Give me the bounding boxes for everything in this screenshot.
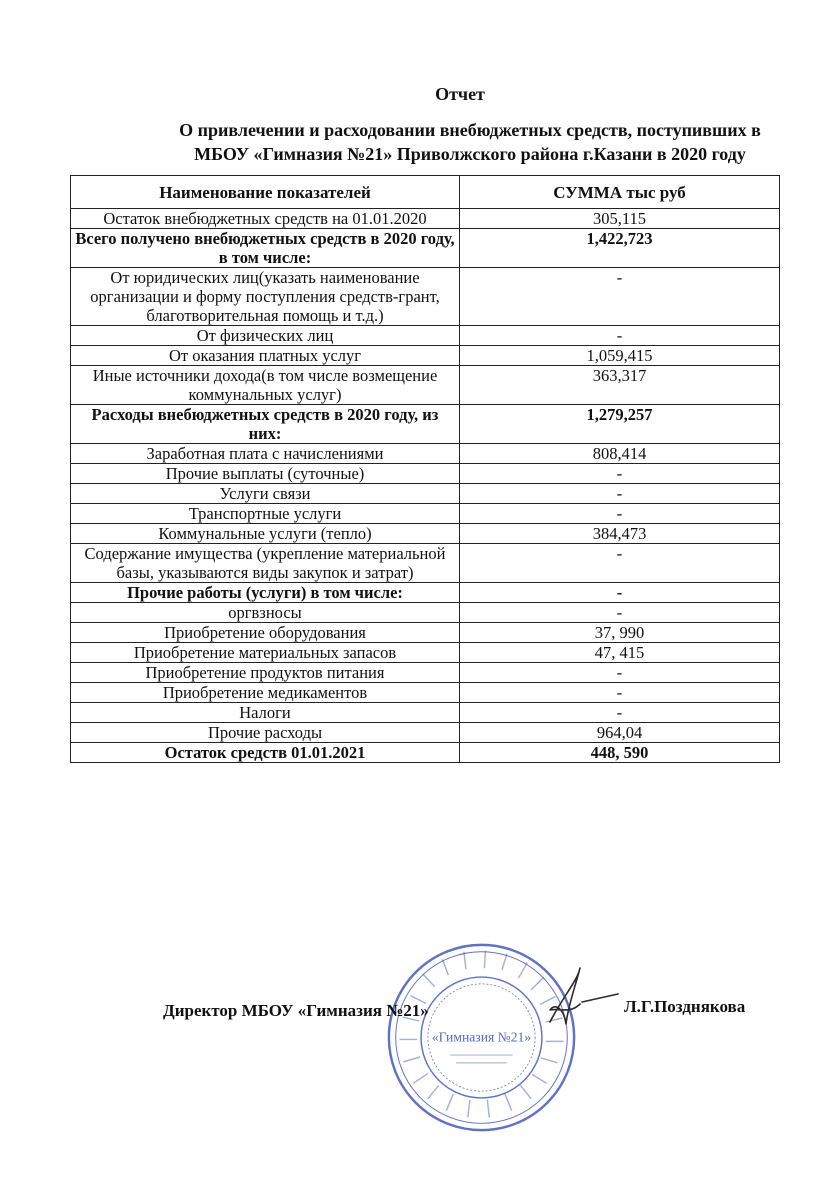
row-name: Коммунальные услуги (тепло): [71, 524, 460, 544]
director-title: Директор МБОУ «Гимназия №21»: [163, 1001, 429, 1020]
report-table: [70, 175, 780, 763]
row-name: От оказания платных услуг: [71, 346, 460, 366]
row-value: -: [460, 268, 780, 326]
table-row: [71, 583, 780, 603]
table-row: [71, 663, 780, 683]
row-name: Прочие расходы: [71, 723, 460, 743]
table-row: [71, 346, 780, 366]
table-row: [71, 229, 780, 268]
document-subtitle: [120, 118, 820, 166]
table-row: [71, 484, 780, 504]
seal-center-text: «Гимназия №21»: [431, 1029, 532, 1045]
row-name: Приобретение продуктов питания: [71, 663, 460, 683]
director-name: Л.Г.Позднякова: [624, 997, 746, 1016]
signature-line: [0, 997, 840, 1037]
row-value: 964,04: [460, 723, 780, 743]
row-value: -: [460, 326, 780, 346]
row-name: Иные источники дохода(в том числе возмещение коммунальных услуг): [71, 366, 460, 405]
row-value: -: [460, 663, 780, 683]
table-row: [71, 603, 780, 623]
row-value: -: [460, 603, 780, 623]
row-value: 448, 590: [460, 743, 780, 763]
table-row: [71, 723, 780, 743]
row-name: От юридических лиц(указать наименование организации и форму поступления средств-грант, благотворительная помощь и т.д.): [71, 268, 460, 326]
row-value: 1,422,723: [460, 229, 780, 268]
row-value: 47, 415: [460, 643, 780, 663]
row-value: -: [460, 703, 780, 723]
table-row: [71, 326, 780, 346]
row-value: -: [460, 683, 780, 703]
table-row: [71, 366, 780, 405]
table-row: [71, 504, 780, 524]
row-name: Приобретение оборудования: [71, 623, 460, 643]
table-row: [71, 743, 780, 763]
row-value: 305,115: [460, 209, 780, 229]
row-name: Приобретение медикаментов: [71, 683, 460, 703]
row-value: -: [460, 504, 780, 524]
row-name: Остаток внебюджетных средств на 01.01.2020: [71, 209, 460, 229]
row-value: -: [460, 583, 780, 603]
subtitle-line-2: МБОУ «Гимназия №21» Приволжского района г.Казани в 2020 году: [194, 144, 746, 164]
table-row: [71, 643, 780, 663]
row-value: -: [460, 544, 780, 583]
document-title: Отчет: [435, 84, 485, 104]
table-row: [71, 268, 780, 326]
row-name: Всего получено внебюджетных средств в 2020 году, в том числе:: [71, 229, 460, 268]
row-value: -: [460, 464, 780, 484]
table-row: [71, 444, 780, 464]
row-value: 37, 990: [460, 623, 780, 643]
table-row: [71, 405, 780, 444]
row-name: Расходы внебюджетных средств в 2020 году, из них:: [71, 405, 460, 444]
header-indicator-name: Наименование показателей: [71, 176, 460, 209]
row-value: 1,059,415: [460, 346, 780, 366]
table-row: [71, 703, 780, 723]
row-name: Услуги связи: [71, 484, 460, 504]
table-row: [71, 623, 780, 643]
row-name: Заработная плата с начислениями: [71, 444, 460, 464]
header-amount: СУММА тыс руб: [460, 176, 780, 209]
row-value: 1,279,257: [460, 405, 780, 444]
table-header-row: [71, 176, 780, 209]
table-row: [71, 683, 780, 703]
row-value: 384,473: [460, 524, 780, 544]
row-name: Прочие работы (услуги) в том числе:: [71, 583, 460, 603]
row-name: Содержание имущества (укрепление материальной базы, указываются виды закупок и затрат): [71, 544, 460, 583]
row-name: Налоги: [71, 703, 460, 723]
table-row: [71, 544, 780, 583]
table-row: [71, 464, 780, 484]
row-name: оргвзносы: [71, 603, 460, 623]
row-value: -: [460, 484, 780, 504]
table-row: [71, 524, 780, 544]
subtitle-line-1: О привлечении и расходовании внебюджетных средств, поступивших в: [179, 120, 761, 140]
table-row: [71, 209, 780, 229]
row-value: 808,414: [460, 444, 780, 464]
row-value: 363,317: [460, 366, 780, 405]
row-name: От физических лиц: [71, 326, 460, 346]
row-name: Остаток средств 01.01.2021: [71, 743, 460, 763]
row-name: Приобретение материальных запасов: [71, 643, 460, 663]
row-name: Транспортные услуги: [71, 504, 460, 524]
row-name: Прочие выплаты (суточные): [71, 464, 460, 484]
